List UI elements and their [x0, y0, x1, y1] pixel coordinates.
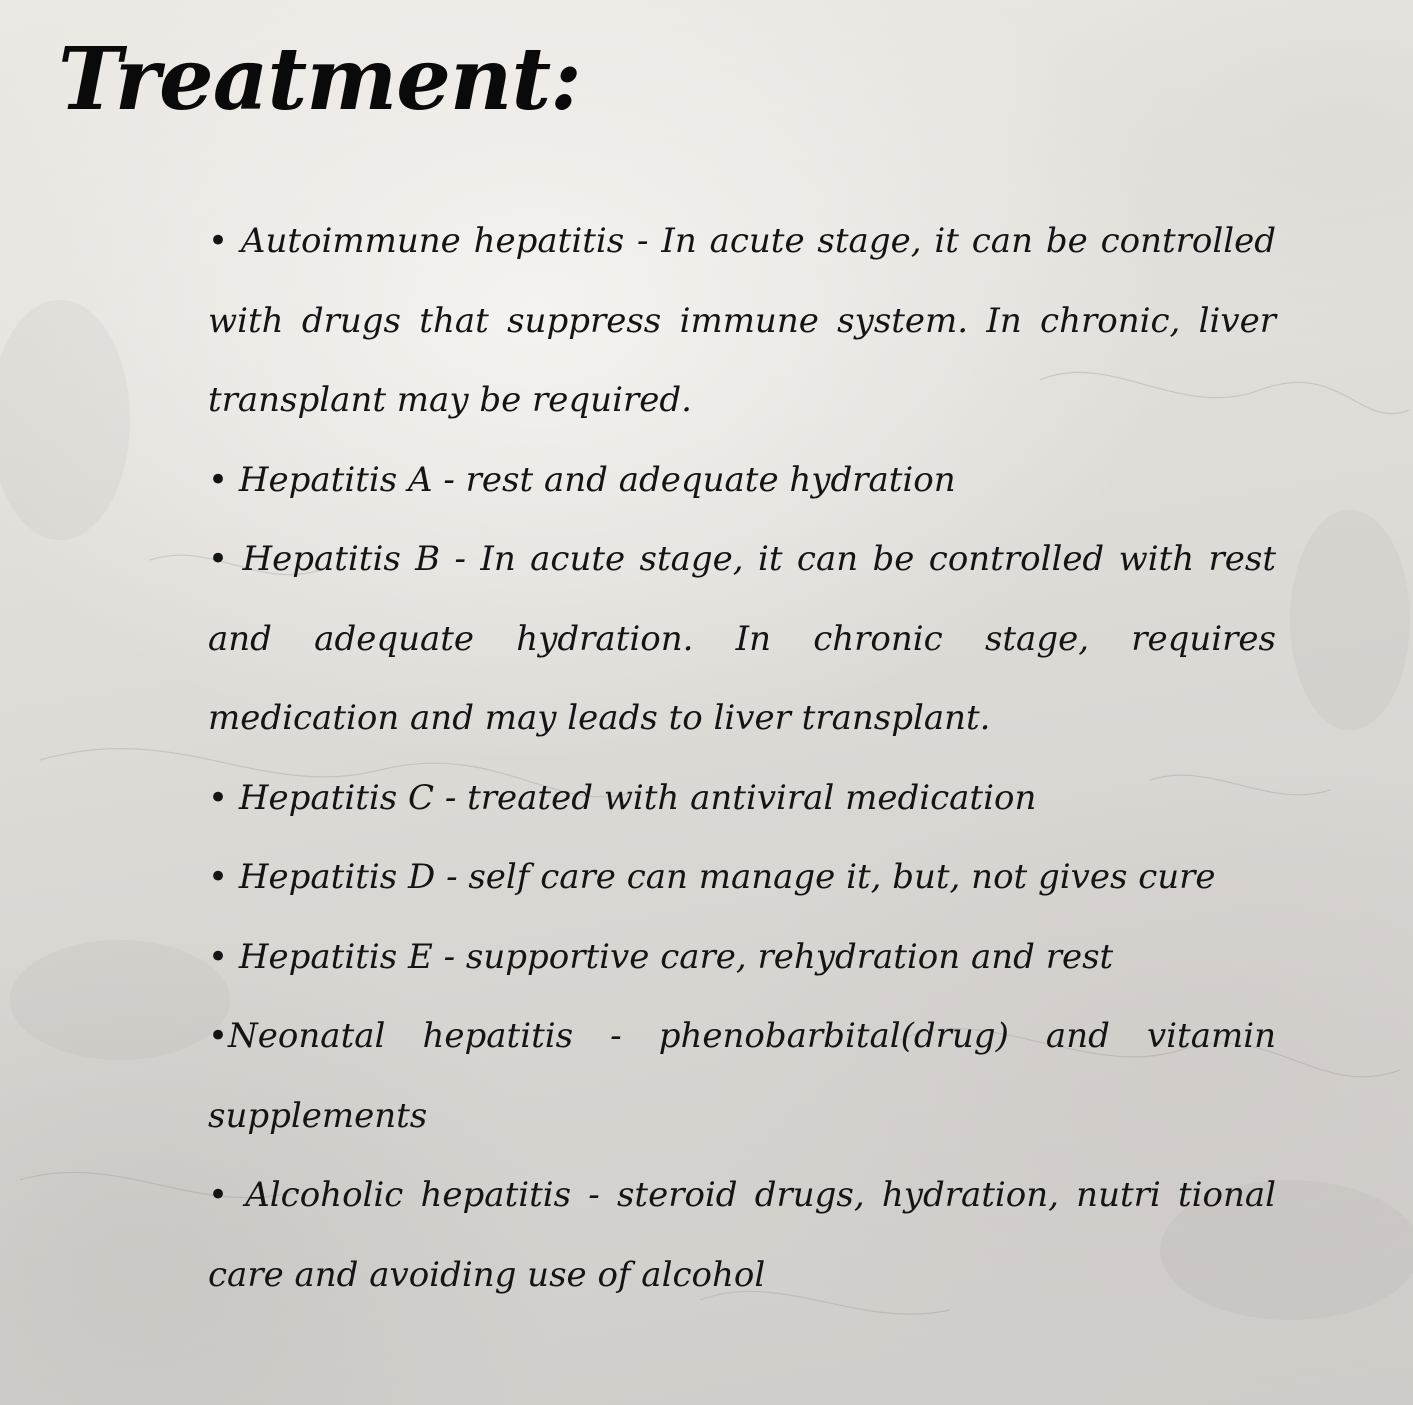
- treatment-item-hepatitis-c: • Hepatitis C - treated with antiviral medication: [208, 777, 1037, 818]
- treatment-item-alcoholic: • Alcoholic hepatitis - steroid drugs, hydration, nutri tional care and avoiding use of alcohol: [208, 1175, 1276, 1295]
- treatment-item-autoimmune: • Autoimmune hepatitis - In acute stage, it can be controlled with drugs that suppress immune system. In chronic, liver transplant may be required.: [208, 221, 1276, 420]
- treatment-item-hepatitis-d: • Hepatitis D - self care can manage it, but, not gives cure: [208, 857, 1216, 897]
- treatment-item-hepatitis-e: • Hepatitis E - supportive care, rehydration and rest: [208, 936, 1114, 977]
- treatment-item-hepatitis-b: • Hepatitis B - In acute stage, it can be controlled with rest and adequate hydration. In chronic stage, requires medication and may leads to liver transplant.: [208, 539, 1276, 738]
- page-title: Treatment:: [58, 29, 581, 130]
- treatment-list: [208, 202, 1276, 1315]
- treatment-item-hepatitis-a: • Hepatitis A - rest and adequate hydration: [208, 459, 956, 500]
- treatment-item-neonatal: •Neonatal hepatitis - phenobarbital(drug) and vitamin supplements: [208, 1016, 1276, 1136]
